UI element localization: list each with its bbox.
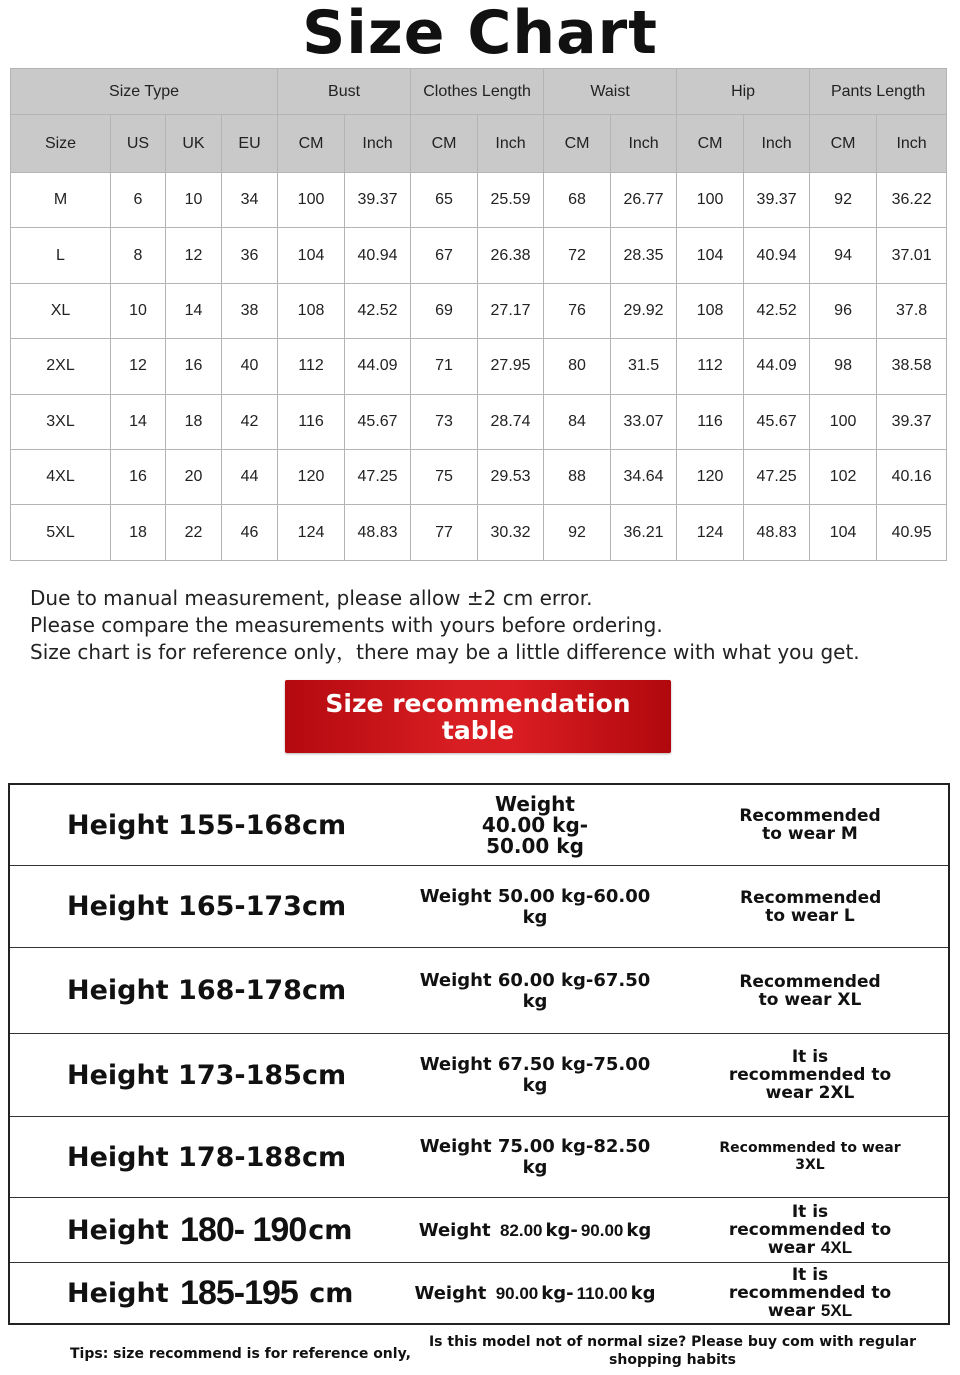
size-label-cell: 2XL <box>11 339 111 394</box>
measurement-cell: 25.59 <box>478 172 544 227</box>
size-label-cell: L <box>11 228 111 283</box>
measurement-cell: 44 <box>222 450 278 505</box>
measurement-cell: 124 <box>278 505 345 561</box>
measurement-cell: 39.37 <box>877 394 947 449</box>
sub-header-cell: CM <box>810 115 877 172</box>
measurement-cell: 28.35 <box>611 228 677 283</box>
measurement-cell: 39.37 <box>744 172 810 227</box>
measurement-cell: 29.53 <box>478 450 544 505</box>
measurement-cell: 27.95 <box>478 339 544 394</box>
header-bust: Bust <box>278 69 411 115</box>
measurement-cell: 112 <box>278 339 345 394</box>
measurement-cell: 104 <box>810 505 877 561</box>
measurement-cell: 40 <box>222 339 278 394</box>
header-size-type: Size Type <box>11 69 278 115</box>
page-title: Size Chart <box>302 0 658 68</box>
measurement-cell: 72 <box>544 228 611 283</box>
measurement-cell: 46 <box>222 505 278 561</box>
measurement-cell: 26.38 <box>478 228 544 283</box>
measurement-cell: 14 <box>111 394 166 449</box>
measurement-cell: 102 <box>810 450 877 505</box>
weight-range: Weight 50.00 kg-60.00 kg <box>419 885 651 928</box>
weight-range: Weight 82.00 kg- 90.00 kg <box>418 1219 652 1241</box>
measurement-cell: 92 <box>810 172 877 227</box>
measurement-cell: 26.77 <box>611 172 677 227</box>
measurement-cell: 8 <box>111 228 166 283</box>
height-range: Height 185-195 cm <box>67 1273 354 1312</box>
recommendation-row <box>10 785 948 866</box>
measurement-cell: 12 <box>166 228 222 283</box>
sub-header-cell: Inch <box>744 115 810 172</box>
size-recommendation-banner <box>285 680 671 753</box>
measurement-cell: 45.67 <box>744 394 810 449</box>
measurement-cell: 18 <box>166 394 222 449</box>
measurement-cell: 48.83 <box>744 505 810 561</box>
measurement-cell: 38.58 <box>877 339 947 394</box>
measurement-cell: 71 <box>411 339 478 394</box>
measurement-cell: 104 <box>677 228 744 283</box>
measurement-cell: 100 <box>278 172 345 227</box>
measurement-cell: 36.21 <box>611 505 677 561</box>
measurement-cell: 27.17 <box>478 283 544 338</box>
measurement-cell: 40.94 <box>345 228 411 283</box>
size-row <box>11 450 947 505</box>
measurement-cell: 39.37 <box>345 172 411 227</box>
measurement-cell: 40.94 <box>744 228 810 283</box>
sub-header-cell: Inch <box>611 115 677 172</box>
measurement-cell: 120 <box>278 450 345 505</box>
note-line: Due to manual measurement, please allow ±2 cm error. <box>30 586 593 610</box>
measurement-cell: 18 <box>111 505 166 561</box>
recommended-size: It is recommended to wear 5XL <box>728 1265 892 1321</box>
recommendation-table <box>8 783 950 1325</box>
recommendation-row <box>10 1034 948 1117</box>
measurement-cell: 88 <box>544 450 611 505</box>
recommended-size: Recommended to wear 3XL <box>719 1140 901 1173</box>
banner-text: Size recommendation table <box>325 688 631 745</box>
measurement-cell: 98 <box>810 339 877 394</box>
measurement-cell: 45.67 <box>345 394 411 449</box>
height-range: Height 165-173 cm <box>67 891 347 922</box>
measurement-cell: 42.52 <box>744 283 810 338</box>
size-label-cell: XL <box>11 283 111 338</box>
weight-range: Weight 67.50 kg-75.00 kg <box>419 1054 651 1096</box>
measurement-cell: 124 <box>677 505 744 561</box>
header-waist: Waist <box>544 69 677 115</box>
sub-header-row <box>11 115 947 172</box>
measurement-cell: 38 <box>222 283 278 338</box>
measurement-cell: 77 <box>411 505 478 561</box>
header-pants-length: Pants Length <box>810 69 947 115</box>
measurement-cell: 47.25 <box>345 450 411 505</box>
measurement-cell: 84 <box>544 394 611 449</box>
measurement-cell: 67 <box>411 228 478 283</box>
size-row <box>11 339 947 394</box>
header-clothes-length: Clothes Length <box>411 69 544 115</box>
recommendation-row <box>10 866 948 948</box>
measurement-cell: 68 <box>544 172 611 227</box>
measurement-cell: 104 <box>278 228 345 283</box>
header-hip: Hip <box>677 69 810 115</box>
weight-range: Weight 40.00 kg-50.00 kg <box>481 791 589 858</box>
recommendation-row <box>10 948 948 1034</box>
tips-note: Tips: size recommend is for reference only, <box>70 1346 411 1362</box>
measurement-cell: 14 <box>166 283 222 338</box>
tips-model-note: Is this model not of normal size? Please buy com with regular shopping habits <box>428 1334 917 1368</box>
measurement-cell: 37.8 <box>877 283 947 338</box>
measurement-cell: 94 <box>810 228 877 283</box>
measurement-cell: 96 <box>810 283 877 338</box>
weight-range: Weight 60.00 kg-67.50 kg <box>419 969 651 1012</box>
measurement-cell: 30.32 <box>478 505 544 561</box>
measurement-cell: 76 <box>544 283 611 338</box>
measurement-cell: 92 <box>544 505 611 561</box>
measurement-cell: 108 <box>278 283 345 338</box>
sub-header-cell: CM <box>411 115 478 172</box>
measurement-cell: 40.95 <box>877 505 947 561</box>
recommended-size: Recommended to wear M <box>739 806 881 844</box>
recommended-size: Recommended to wear XL <box>739 971 881 1010</box>
measurement-cell: 69 <box>411 283 478 338</box>
measurement-cell: 42.52 <box>345 283 411 338</box>
measurement-cell: 80 <box>544 339 611 394</box>
measurement-cell: 116 <box>677 394 744 449</box>
measurement-cell: 29.92 <box>611 283 677 338</box>
measurement-cell: 36.22 <box>877 172 947 227</box>
measurement-cell: 112 <box>677 339 744 394</box>
sub-header-cell: CM <box>544 115 611 172</box>
measurement-cell: 75 <box>411 450 478 505</box>
sub-header-cell: UK <box>166 115 222 172</box>
measurement-cell: 34 <box>222 172 278 227</box>
height-range: Height 180- 190 cm <box>67 1210 353 1249</box>
note-line: Please compare the measurements with yours before ordering. <box>30 613 663 637</box>
measurement-cell: 16 <box>166 339 222 394</box>
measurement-cell: 12 <box>111 339 166 394</box>
measurement-cell: 16 <box>111 450 166 505</box>
height-range: Height 155-168 cm <box>67 809 347 841</box>
size-row <box>11 283 947 338</box>
size-row <box>11 505 947 561</box>
recommended-size: It is recommended to wear 2XL <box>728 1047 892 1103</box>
sub-header-cell: CM <box>278 115 345 172</box>
recommendation-row <box>10 1117 948 1198</box>
size-label-cell: 5XL <box>11 505 111 561</box>
size-row <box>11 172 947 227</box>
height-range: Height 168-178 cm <box>67 975 347 1006</box>
size-label-cell: 4XL <box>11 450 111 505</box>
sub-header-cell: Size <box>11 115 111 172</box>
note-line: Size chart is for reference only，there may be a little difference with what you get. <box>30 640 860 664</box>
measurement-cell: 22 <box>166 505 222 561</box>
measurement-cell: 44.09 <box>744 339 810 394</box>
measurement-cell: 36 <box>222 228 278 283</box>
measurement-cell: 47.25 <box>744 450 810 505</box>
weight-range: Weight 90.00 kg- 110.00 kg <box>414 1282 656 1304</box>
measurement-cell: 37.01 <box>877 228 947 283</box>
weight-range: Weight 75.00 kg-82.50 kg <box>419 1136 651 1178</box>
height-range: Height 178-188 cm <box>67 1141 347 1173</box>
measurement-cell: 100 <box>677 172 744 227</box>
measurement-cell: 34.64 <box>611 450 677 505</box>
measurement-cell: 48.83 <box>345 505 411 561</box>
measurement-cell: 20 <box>166 450 222 505</box>
measurement-cell: 6 <box>111 172 166 227</box>
measurement-notes <box>30 585 940 666</box>
group-header-row <box>11 69 947 115</box>
measurement-cell: 31.5 <box>611 339 677 394</box>
sub-header-cell: CM <box>677 115 744 172</box>
sub-header-cell: Inch <box>877 115 947 172</box>
sub-header-cell: Inch <box>345 115 411 172</box>
measurement-cell: 28.74 <box>478 394 544 449</box>
measurement-cell: 100 <box>810 394 877 449</box>
size-row <box>11 228 947 283</box>
measurement-cell: 73 <box>411 394 478 449</box>
sub-header-cell: EU <box>222 115 278 172</box>
measurement-cell: 42 <box>222 394 278 449</box>
measurement-cell: 116 <box>278 394 345 449</box>
measurement-cell: 33.07 <box>611 394 677 449</box>
height-range: Height 173-185 cm <box>67 1059 347 1091</box>
measurement-cell: 10 <box>111 283 166 338</box>
recommendation-row <box>10 1263 948 1323</box>
sub-header-cell: Inch <box>478 115 544 172</box>
size-row <box>11 394 947 449</box>
sub-header-cell: US <box>111 115 166 172</box>
size-label-cell: 3XL <box>11 394 111 449</box>
recommended-size: Recommended to wear L <box>740 887 882 926</box>
size-chart-body <box>11 172 947 560</box>
measurement-cell: 10 <box>166 172 222 227</box>
recommendation-row <box>10 1198 948 1263</box>
measurement-cell: 120 <box>677 450 744 505</box>
recommended-size: It is recommended to wear 4XL <box>728 1202 892 1258</box>
measurement-cell: 65 <box>411 172 478 227</box>
size-label-cell: M <box>11 172 111 227</box>
measurement-cell: 44.09 <box>345 339 411 394</box>
size-chart-table <box>10 68 947 561</box>
measurement-cell: 40.16 <box>877 450 947 505</box>
measurement-cell: 108 <box>677 283 744 338</box>
